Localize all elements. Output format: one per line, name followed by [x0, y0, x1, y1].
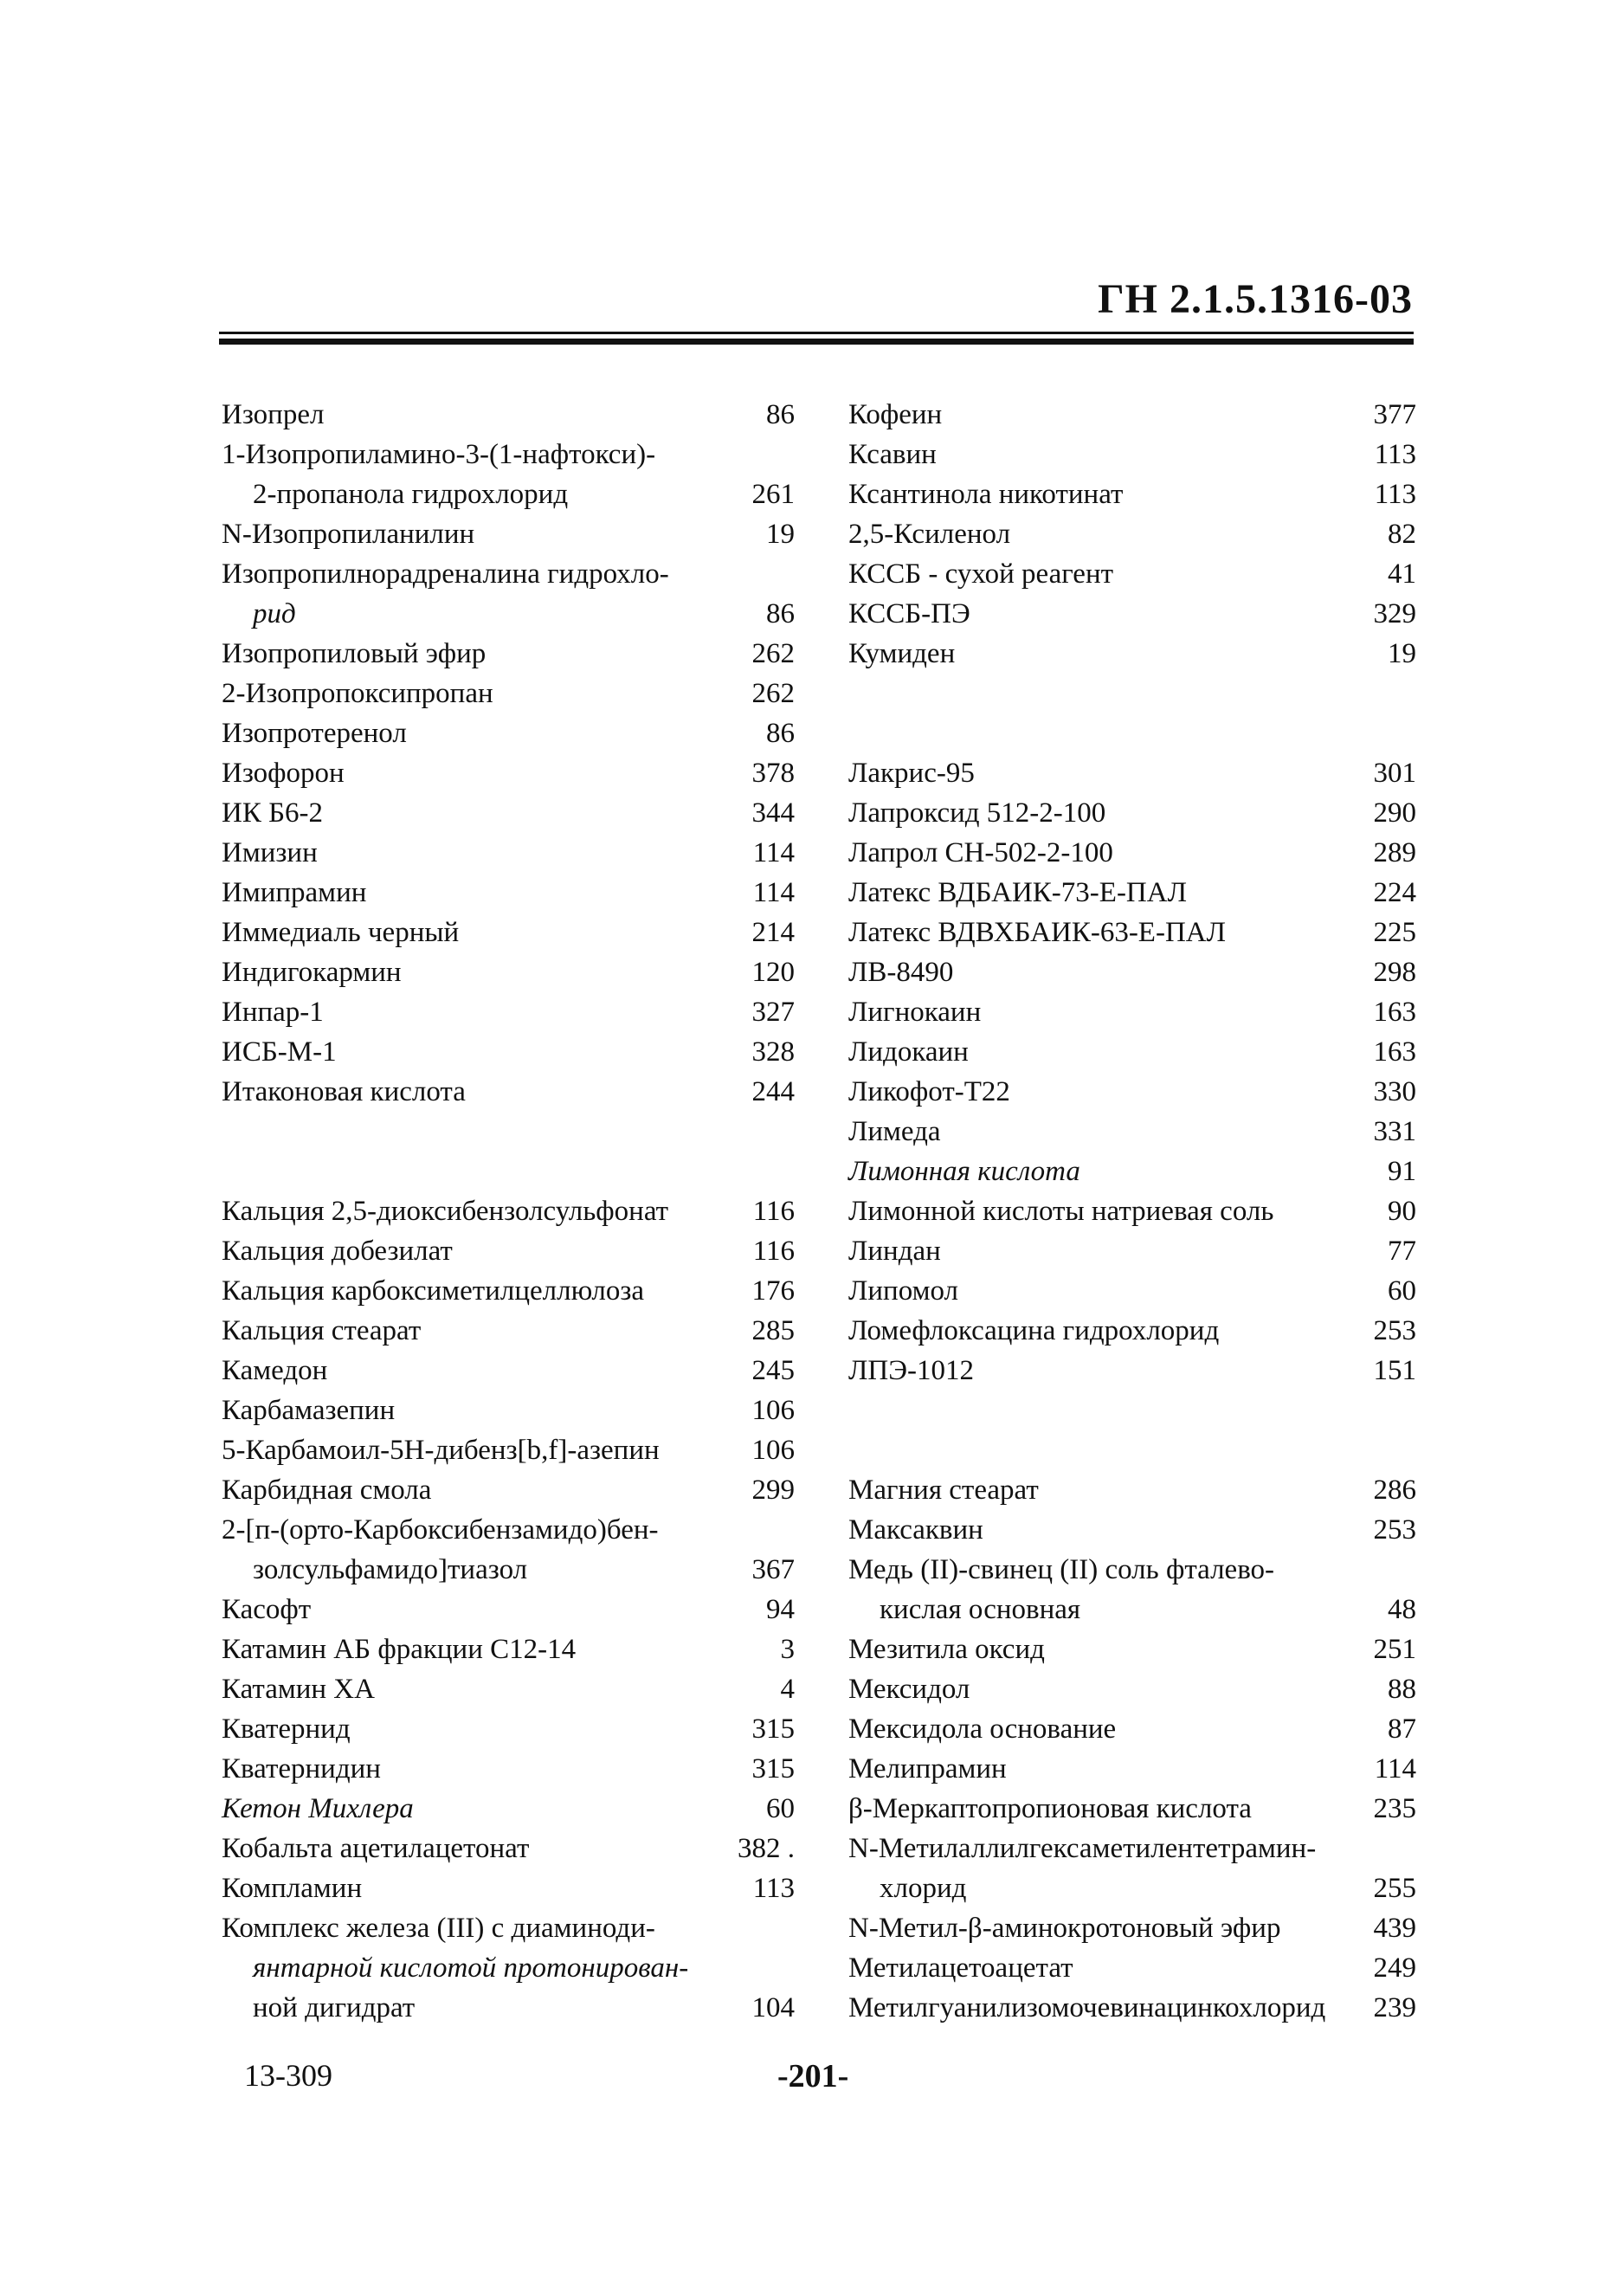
index-entry	[222, 1470, 795, 1510]
entry-page: 285	[751, 1315, 795, 1346]
entry-name: Кальция 2,5-диоксибензолсульфонат	[222, 1196, 669, 1227]
entry-page: 377	[1373, 399, 1416, 430]
index-entry	[848, 554, 1416, 594]
entry-name: Метилгуанилизомочевинацинкохлорид	[848, 1992, 1326, 2023]
entry-name: Камедон	[222, 1355, 328, 1386]
entry-name: ИСБ-М-1	[222, 1036, 337, 1068]
entry-page: 290	[1373, 797, 1416, 829]
index-entry	[222, 793, 795, 833]
entry-name: Индигокармин	[222, 957, 402, 988]
index-entry	[222, 1391, 795, 1430]
index-entry	[222, 1829, 795, 1868]
index-entry	[222, 514, 795, 554]
entry-page: 224	[1373, 877, 1416, 908]
entry-name: Мексидол	[848, 1674, 970, 1705]
entry-page: 286	[1373, 1475, 1416, 1506]
entry-name: КССБ-ПЭ	[848, 598, 970, 629]
entry-name: Лапрол СН-502-2-100	[848, 837, 1113, 868]
entry-page: 214	[751, 917, 795, 948]
index-spacer	[848, 674, 1416, 713]
entry-page: 94	[766, 1594, 795, 1625]
entry-page: 245	[751, 1355, 795, 1386]
entry-name: Мексидола основание	[848, 1713, 1117, 1745]
entry-page: 113	[1374, 439, 1416, 470]
index-entry	[848, 1749, 1416, 1789]
entry-name: ЛПЭ-1012	[848, 1355, 974, 1386]
entry-name: янтарной кислотой протонирован-	[253, 1952, 689, 1984]
index-entry	[222, 952, 795, 992]
entry-page: 298	[1373, 957, 1416, 988]
index-entry	[848, 1630, 1416, 1669]
index-entry	[222, 1948, 795, 1988]
entry-page: 86	[766, 399, 795, 430]
entry-name: Ксантинола никотинат	[848, 479, 1124, 510]
entry-name: ной дигидрат	[253, 1992, 416, 2023]
entry-name: Катамин ХА	[222, 1674, 375, 1705]
index-column-left	[222, 395, 795, 2028]
index-entry	[222, 395, 795, 435]
index-entry	[848, 1191, 1416, 1231]
entry-name: рид	[253, 598, 296, 629]
entry-name: Компламин	[222, 1873, 363, 1904]
entry-page: 114	[1374, 1753, 1416, 1784]
index-entry	[222, 992, 795, 1032]
entry-name: 2-пропанола гидрохлорид	[253, 479, 569, 510]
index-entry	[222, 1072, 795, 1112]
index-entry	[848, 435, 1416, 474]
entry-name: Имипрамин	[222, 877, 367, 908]
entry-name: кислая основная	[880, 1594, 1081, 1625]
entry-name: Кофеин	[848, 399, 943, 430]
entry-name: Мелипрамин	[848, 1753, 1007, 1784]
entry-page: 329	[1373, 598, 1416, 629]
entry-name: Итаконовая кислота	[222, 1076, 466, 1107]
entry-name: Кватернид	[222, 1713, 351, 1745]
index-entry	[222, 833, 795, 873]
entry-page: 60	[766, 1793, 795, 1824]
entry-page: 114	[752, 877, 795, 908]
entry-name: ИК Б6-2	[222, 797, 324, 829]
index-entry	[848, 833, 1416, 873]
entry-page: 244	[751, 1076, 795, 1107]
entry-name: N-Метил-β-аминокротоновый эфир	[848, 1913, 1281, 1944]
entry-name: Магния стеарат	[848, 1475, 1039, 1506]
entry-page: 255	[1373, 1873, 1416, 1904]
entry-page: 328	[751, 1036, 795, 1068]
entry-page: 235	[1373, 1793, 1416, 1824]
entry-page: 327	[751, 997, 795, 1028]
entry-name: Ксавин	[848, 439, 937, 470]
entry-page: 77	[1388, 1236, 1416, 1267]
entry-name: Линдан	[848, 1236, 941, 1267]
entry-page: 91	[1388, 1156, 1416, 1187]
footer-sheet-code: 13-309	[244, 2058, 332, 2093]
index-entry	[848, 1590, 1416, 1630]
entry-name: КССБ - сухой реагент	[848, 558, 1114, 590]
index-entry	[848, 1789, 1416, 1829]
entry-name: хлорид	[880, 1873, 967, 1904]
entry-name: золсульфамидо]тиазол	[253, 1554, 528, 1585]
index-entry	[848, 395, 1416, 435]
entry-page: 113	[1374, 479, 1416, 510]
index-entry	[848, 474, 1416, 514]
entry-page: 86	[766, 598, 795, 629]
index-entry	[848, 1470, 1416, 1510]
entry-name: Латекс ВДВХБАИК-63-Е-ПАЛ	[848, 917, 1226, 948]
entry-name: β-Меркаптопропионовая кислота	[848, 1793, 1252, 1824]
entry-page: 151	[1373, 1355, 1416, 1386]
entry-page: 41	[1388, 558, 1416, 590]
index-entry	[222, 1032, 795, 1072]
index-entry	[222, 1988, 795, 2028]
index-entry	[222, 1430, 795, 1470]
index-entry	[848, 1231, 1416, 1271]
entry-page: 289	[1373, 837, 1416, 868]
index-entry	[222, 474, 795, 514]
entry-page: 253	[1373, 1315, 1416, 1346]
index-entry	[848, 793, 1416, 833]
index-entry	[848, 1510, 1416, 1550]
index-entry	[848, 1908, 1416, 1948]
index-entry	[848, 952, 1416, 992]
entry-name: Латекс ВДБАИК-73-Е-ПАЛ	[848, 877, 1187, 908]
index-entry	[222, 753, 795, 793]
entry-name: N-Изопропиланилин	[222, 519, 475, 550]
entry-page: 378	[751, 758, 795, 789]
entry-page: 239	[1373, 1992, 1416, 2023]
page-number: -201-	[777, 2058, 849, 2094]
entry-page: 439	[1373, 1913, 1416, 1944]
entry-page: 251	[1373, 1634, 1416, 1665]
entry-page: 88	[1388, 1674, 1416, 1705]
index-entry	[222, 1271, 795, 1311]
index-entry	[848, 1868, 1416, 1908]
entry-page: 106	[751, 1395, 795, 1426]
index-entry	[848, 913, 1416, 952]
entry-name: 1-Изопропиламино-3-(1-нафтокси)-	[222, 439, 656, 470]
index-entry	[848, 1829, 1416, 1868]
index-entry	[848, 992, 1416, 1032]
entry-page: 86	[766, 718, 795, 749]
entry-page: 382 .	[738, 1833, 795, 1864]
entry-name: Липомол	[848, 1275, 958, 1307]
index-entry	[848, 1669, 1416, 1709]
index-entry	[848, 1072, 1416, 1112]
index-entry	[222, 713, 795, 753]
index-entry	[222, 554, 795, 594]
index-entry	[222, 1749, 795, 1789]
entry-name: N-Метилаллилгексаметилентетрамин-	[848, 1833, 1317, 1864]
index-entry	[222, 1908, 795, 1948]
header-rule-thick	[219, 339, 1414, 345]
entry-name: 5-Карбамоил-5Н-дибенз[b,f]-азепин	[222, 1435, 660, 1466]
index-entry	[848, 1351, 1416, 1391]
entry-page: 3	[780, 1634, 795, 1665]
entry-page: 344	[751, 797, 795, 829]
entry-name: Катамин АБ фракции C12-14	[222, 1634, 577, 1665]
index-entry	[222, 1231, 795, 1271]
index-entry	[848, 753, 1416, 793]
index-entry	[222, 1191, 795, 1231]
entry-name: Кватернидин	[222, 1753, 381, 1784]
index-entry	[848, 1032, 1416, 1072]
index-entry	[848, 1988, 1416, 2028]
index-spacer	[222, 1152, 795, 1191]
index-entry	[222, 1669, 795, 1709]
entry-page: 253	[1373, 1514, 1416, 1546]
index-entry	[222, 435, 795, 474]
entry-name: Ликофот-Т22	[848, 1076, 1010, 1107]
entry-page: 301	[1373, 758, 1416, 789]
entry-page: 114	[752, 837, 795, 868]
index-entry	[848, 514, 1416, 554]
entry-page: 262	[751, 638, 795, 669]
index-entry	[222, 1311, 795, 1351]
entry-page: 163	[1373, 997, 1416, 1028]
document-code: ГН 2.1.5.1316-03	[1098, 276, 1413, 322]
entry-page: 60	[1388, 1275, 1416, 1307]
entry-name: Лапроксид 512-2-100	[848, 797, 1106, 829]
entry-page: 367	[751, 1554, 795, 1585]
entry-name: Изопропилнорадреналина гидрохло-	[222, 558, 669, 590]
entry-name: Лимонная кислота	[848, 1156, 1080, 1187]
entry-name: Лимеда	[848, 1116, 941, 1147]
entry-name: Кальция стеарат	[222, 1315, 422, 1346]
index-entry	[848, 634, 1416, 674]
entry-page: 82	[1388, 519, 1416, 550]
index-entry	[222, 913, 795, 952]
entry-name: Кумиден	[848, 638, 956, 669]
entry-name: Лимонной кислоты натриевая соль	[848, 1196, 1274, 1227]
index-entry	[222, 1590, 795, 1630]
entry-name: 2,5-Ксиленол	[848, 519, 1011, 550]
entry-name: Ломефлоксацина гидрохлорид	[848, 1315, 1220, 1346]
index-entry	[848, 594, 1416, 634]
entry-name: Кобальта ацетилацетонат	[222, 1833, 530, 1864]
entry-name: Имизин	[222, 837, 318, 868]
entry-name: ЛВ-8490	[848, 957, 954, 988]
index-column-right	[848, 395, 1416, 2028]
entry-name: Изопротеренол	[222, 718, 407, 749]
entry-name: Иммедиаль черный	[222, 917, 460, 948]
index-entry	[848, 1709, 1416, 1749]
entry-page: 299	[751, 1475, 795, 1506]
entry-name: Карбидная смола	[222, 1475, 432, 1506]
index-entry	[848, 873, 1416, 913]
entry-page: 331	[1373, 1116, 1416, 1147]
entry-name: Метилацетоацетат	[848, 1952, 1073, 1984]
entry-name: Изопропиловый эфир	[222, 638, 487, 669]
entry-name: Мезитила оксид	[848, 1634, 1045, 1665]
index-entry	[848, 1550, 1416, 1590]
entry-name: Кальция карбоксиметилцеллюлоза	[222, 1275, 645, 1307]
entry-name: Кетон Михлера	[222, 1793, 414, 1824]
entry-page: 113	[752, 1873, 795, 1904]
index-spacer	[848, 1430, 1416, 1470]
entry-page: 48	[1388, 1594, 1416, 1625]
index-entry	[848, 1948, 1416, 1988]
entry-name: Карбамазепин	[222, 1395, 396, 1426]
entry-page: 116	[752, 1236, 795, 1267]
index-entry	[222, 1709, 795, 1749]
entry-name: Изофорон	[222, 758, 345, 789]
index-entry	[848, 1271, 1416, 1311]
entry-page: 19	[766, 519, 795, 550]
entry-name: Комплекс железа (III) с диаминоди-	[222, 1913, 655, 1944]
entry-page: 315	[751, 1753, 795, 1784]
entry-name: Изопрел	[222, 399, 325, 430]
index-entry	[222, 1789, 795, 1829]
index-spacer	[222, 1112, 795, 1152]
entry-page: 330	[1373, 1076, 1416, 1107]
index-entry	[222, 1868, 795, 1908]
entry-name: Максаквин	[848, 1514, 983, 1546]
index-entry	[222, 634, 795, 674]
entry-name: 2-Изопропоксипропан	[222, 678, 493, 709]
entry-page: 315	[751, 1713, 795, 1745]
entry-page: 176	[751, 1275, 795, 1307]
entry-page: 163	[1373, 1036, 1416, 1068]
index-entry	[848, 1152, 1416, 1191]
entry-page: 120	[751, 957, 795, 988]
index-spacer	[848, 1391, 1416, 1430]
entry-page: 225	[1373, 917, 1416, 948]
entry-page: 4	[780, 1674, 795, 1705]
index-entry	[848, 1112, 1416, 1152]
index-entry	[222, 1550, 795, 1590]
index-entry	[848, 1311, 1416, 1351]
index-spacer	[848, 713, 1416, 753]
entry-name: 2-[п-(орто-Карбоксибензамидо)бен-	[222, 1514, 659, 1546]
index-entry	[222, 1351, 795, 1391]
entry-page: 262	[751, 678, 795, 709]
entry-page: 90	[1388, 1196, 1416, 1227]
entry-name: Лидокаин	[848, 1036, 969, 1068]
index-entry	[222, 1510, 795, 1550]
entry-page: 116	[752, 1196, 795, 1227]
entry-name: Инпар-1	[222, 997, 324, 1028]
entry-page: 19	[1388, 638, 1416, 669]
entry-name: Кальция добезилат	[222, 1236, 453, 1267]
entry-name: Медь (II)-свинец (II) соль фталево-	[848, 1554, 1275, 1585]
entry-name: Лигнокаин	[848, 997, 982, 1028]
index-entry	[222, 594, 795, 634]
entry-page: 106	[751, 1435, 795, 1466]
entry-page: 249	[1373, 1952, 1416, 1984]
index-entry	[222, 674, 795, 713]
index-entry	[222, 873, 795, 913]
header-rule-thin	[219, 332, 1414, 334]
index-entry	[222, 1630, 795, 1669]
entry-page: 261	[751, 479, 795, 510]
entry-name: Лакрис-95	[848, 758, 975, 789]
entry-name: Касофт	[222, 1594, 312, 1625]
entry-page: 104	[751, 1992, 795, 2023]
entry-page: 87	[1388, 1713, 1416, 1745]
